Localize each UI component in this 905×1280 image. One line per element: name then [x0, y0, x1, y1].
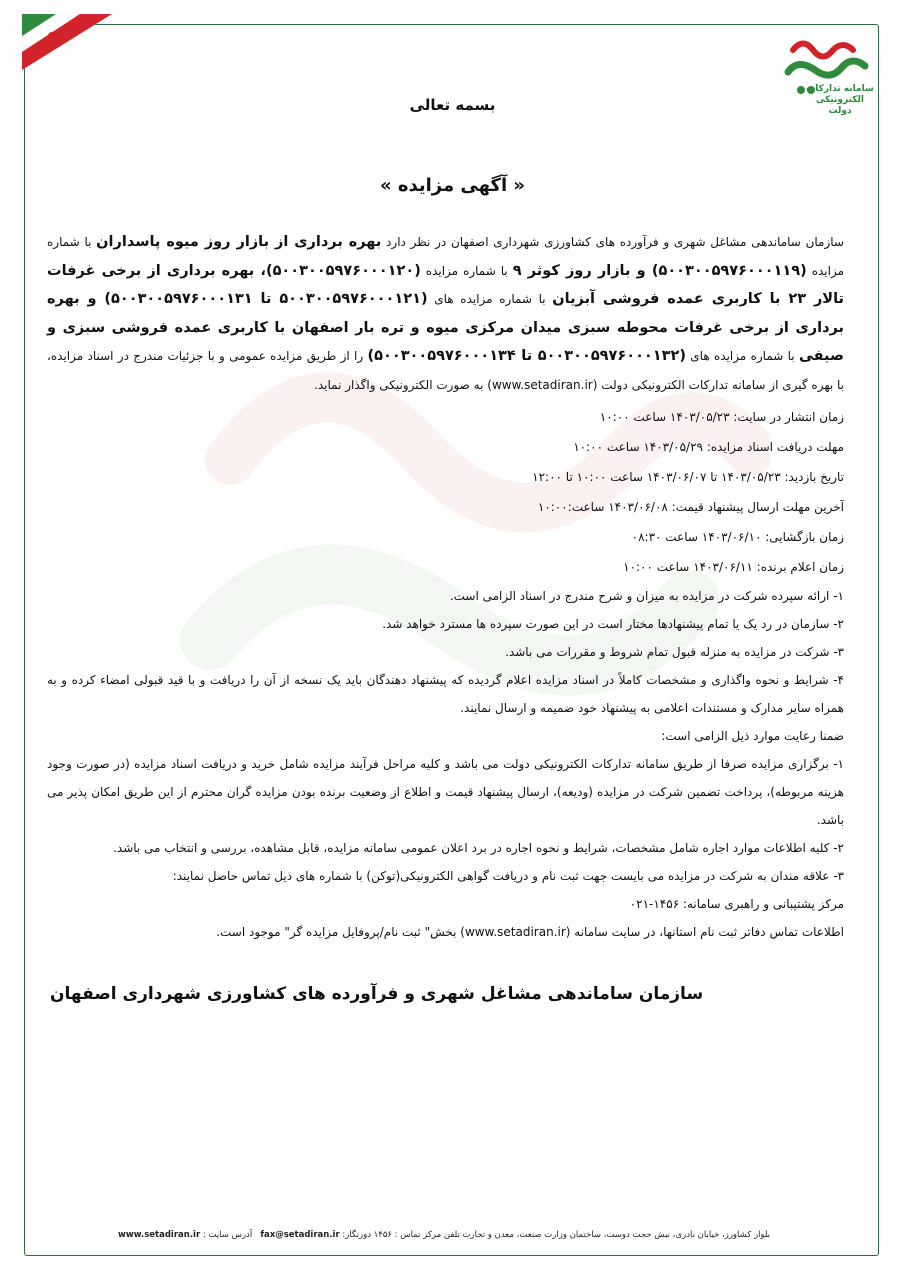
- intro-text-7: به صورت الکترونیکی واگذار نماید.: [314, 377, 488, 392]
- page-footer: [117, 1230, 770, 1240]
- condition-item: ۳- شرکت در مزایده به منزله قبول تمام شروط و مقررات می باشد.: [505, 645, 844, 659]
- schedule-item: زمان بازگشایی: ۱۴۰۳/۰۶/۱۰ ساعت ۰۸:۳۰: [631, 530, 844, 544]
- announcement-body: [47, 228, 844, 946]
- schedule-item: تاریخ بازدید: ۱۴۰۳/۰۵/۲۳ تا ۱۴۰۳/۰۶/۰۷ ساعت ۱۰:۰۰ تا ۱۲:۰۰: [532, 470, 844, 484]
- offices-line: اطلاعات تماس دفاتر ثبت نام استانها، در سایت سامانه (www.setadiran.ir) بخش" ثبت نام/پروفایل مزایده گر" موجود است.: [216, 925, 844, 939]
- page-title: « آگهی مزایده »: [379, 175, 526, 196]
- intro-text-4: با شماره مزایده های: [427, 292, 553, 306]
- setad-logo-icon: [773, 32, 883, 132]
- condition-item: ۲- سازمان در رد یک یا تمام پیشنهادها مختار است در این صورت سپرده ها مسترد خواهد شد.: [382, 617, 844, 631]
- note-item: ۳- علاقه مندان به شرکت در مزایده می بایست جهت ثبت نام و دریافت گواهی الکترونیکی(توکن) با شماره های ذیل تماس حاصل نمایند:: [172, 869, 844, 883]
- logo-caption: سامانه تدارکات الکترونیکی دولت: [806, 84, 874, 116]
- signature-organization: سازمان ساماندهی مشاغل شهری و فرآورده های کشاورزی شهرداری اصفهان: [50, 984, 704, 1004]
- notes-heading: ضمنا رعایت موارد ذیل الزامی است:: [661, 729, 844, 743]
- intro-bold-5: (۵۰۰۳۰۰۵۹۷۶۰۰۰۱۳۲ تا ۵۰۰۳۰۰۵۹۷۶۰۰۰۱۳۴): [367, 348, 686, 364]
- schedule-item: زمان انتشار در سایت: ۱۴۰۳/۰۵/۲۳ ساعت ۱۰:۰۰: [599, 410, 844, 424]
- intro-text-6: را از طریق مزایده عمومی و با جزئیات مندرج در اسناد مزایده، با بهره گیری از سامانه تدارکات الکترونیکی دولت: [47, 349, 844, 392]
- conditions-list: [47, 582, 844, 946]
- intro-paragraph: [47, 228, 844, 399]
- footer-site-label: آدرس سایت :: [200, 1230, 253, 1240]
- footer-fax[interactable]: fax@setadiran.ir: [260, 1230, 340, 1240]
- footer-site-link[interactable]: www.setadiran.ir: [117, 1230, 201, 1240]
- note-item: ۲- کلیه اطلاعات موارد اجاره شامل مشخصات، شرایط و نحوه اجاره در برد اعلان عمومی سامانه مزایده، قابل مشاهده، بررسی و انتخاب می باشد.: [113, 841, 844, 855]
- schedule-item: مهلت دریافت اسناد مزایده: ۱۴۰۳/۰۵/۲۹ ساعت ۱۰:۰۰: [573, 440, 844, 454]
- footer-address: بلوار کشاورز، خیابان نادری، نبش حجت دوست، ساختمان وزارت صنعت، معدن و تجارت تلفن مرکز تماس : ۱۴۵۶ دورنگار:: [339, 1230, 770, 1240]
- condition-item: ۴- شرایط و نحوه واگذاری و مشخصات کاملاً در اسناد مزایده اعلام گردیده که پیشنهاد دهندگان باید یک نسخه از آن را دریافت و با قید قبولی امضاء کرده و به همراه سایر مدارک و مستندات اعلامی به پیشنهاد خود ضمیمه و ارسال نمایند.: [47, 673, 844, 715]
- intro-bold-2: (۵۰۰۳۰۰۵۹۷۶۰۰۰۱۱۹) و بازار روز کوثر ۹: [512, 262, 807, 279]
- intro-text-3: با شماره مزایده: [420, 263, 513, 278]
- schedule-item: زمان اعلام برنده: ۱۴۰۳/۰۶/۱۱ ساعت ۱۰:۰۰: [623, 560, 844, 574]
- intro-bold-3: (۵۰۰۳۰۰۵۹۷۶۰۰۰۱۲۰)، بهره برداری از برخی غرفات تالار ۲۳ با کاربری عمده فروشی آبزیان: [47, 262, 844, 307]
- intro-text-1: سازمان ساماندهی مشاغل شهری و فرآورده های کشاورزی شهرداری اصفهان در نظر دارد: [381, 235, 844, 249]
- support-line: مرکز پشتیبانی و راهبری سامانه: ۱۴۵۶-۰۲۱: [629, 897, 844, 911]
- intro-bold-1: بهره برداری از بازار روز میوه پاسداران: [96, 234, 382, 250]
- intro-text-2: با شماره مزایده: [47, 235, 845, 278]
- note-item: ۱- برگزاری مزایده صرفا از طریق سامانه تدارکات الکترونیکی دولت می باشد و کلیه مراحل فرآیند مزایده شامل خرید و دریافت اسناد مزایده (در صورت وجود هزینه مربوطه)، پرداخت تضمین شرکت در مزایده (ودیعه)، ارسال پیشنهاد قیمت و اطلاع از وضعیت برنده بودن مزایده گران محترم از این طریق امکان پذیر می باشد.: [47, 757, 844, 827]
- intro-text-5: با شماره مزایده های: [685, 349, 799, 363]
- setadiran-link[interactable]: (www.setadiran.ir): [487, 377, 598, 392]
- iran-flag-icon: [22, 14, 112, 70]
- schedule-item: آخرین مهلت ارسال پیشنهاد قیمت: ۱۴۰۳/۰۶/۰۸ ساعت:۱۰:۰۰: [537, 500, 844, 514]
- condition-item: ۱- ارائه سپرده شرکت در مزایده به میزان و شرح مندرج در اسناد الزامی است.: [449, 589, 844, 603]
- bismillah-heading: بسمه تعالی: [409, 96, 496, 114]
- intro-bold-4: (۵۰۰۳۰۰۵۹۷۶۰۰۰۱۲۱ تا ۵۰۰۳۰۰۵۹۷۶۰۰۰۱۳۱) و بهره برداری از برخی غرفات محوطه سبزی میدان مرکزی میوه و تره بار اصفهان با کاربری عمده فروشی سبزی و صیفی: [47, 291, 844, 364]
- schedule-list: [47, 402, 844, 582]
